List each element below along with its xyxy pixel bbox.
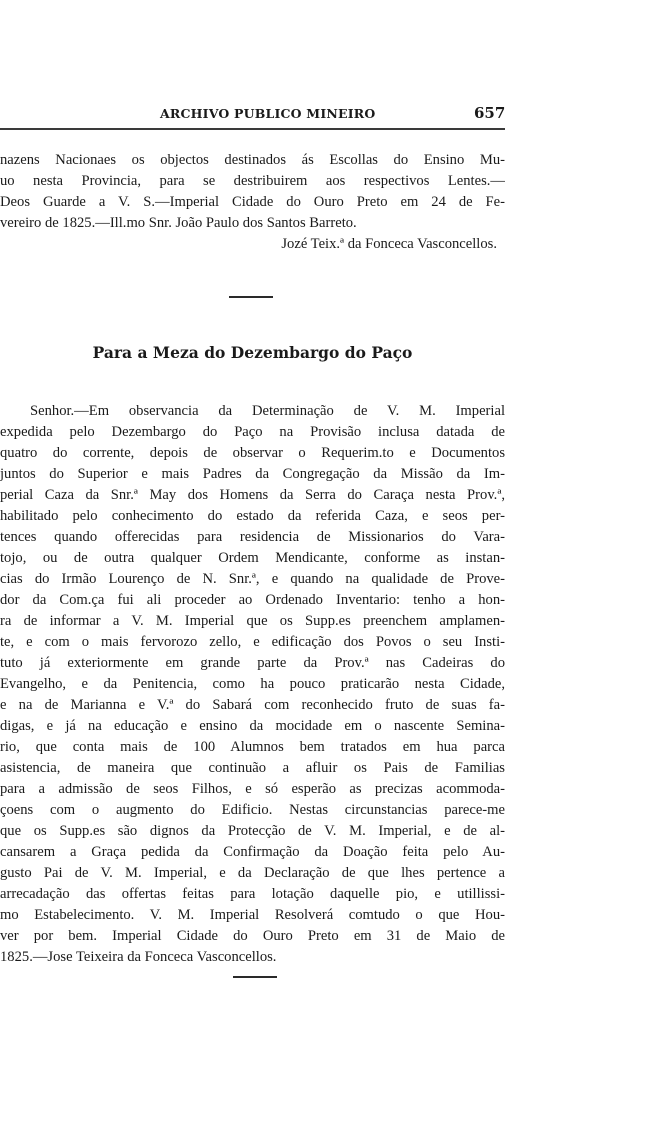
text-line: arrecadação das offertas feitas para lotação daquelle pio, e utillissi- xyxy=(0,886,505,902)
text-line: habilitado pelo conhecimento do estado da referida Caza, e seos per- xyxy=(0,508,505,524)
running-title: ARCHIVO PUBLICO MINEIRO xyxy=(160,106,376,121)
signature: Jozé Teix.ª da Fonceca Vasconcellos. xyxy=(281,236,497,252)
text-line: cansarem a Graça pedida da Confirmação da Doação feita pelo Au- xyxy=(0,844,505,860)
text-line: ra de informar a V. M. Imperial que os Supp.es preenchem amplamen- xyxy=(0,613,505,629)
text-line: perial Caza da Snr.ª May dos Homens da Serra do Caraça nesta Prov.ª, xyxy=(0,487,505,503)
text-line: para a admissão de seos Filhos, e só esperão as precizas acommoda- xyxy=(0,781,505,797)
text-line: tuto já exteriormente em grande parte da Prov.ª nas Cadeiras do xyxy=(0,655,505,671)
text-line: 1825.—Jose Teixeira da Fonceca Vasconcellos. xyxy=(0,949,277,965)
text-line: tences quando offerecidas para residencia de Missionarios do Vara- xyxy=(0,529,505,545)
text-line: asistencia, de maneira que continuão a afluir os Pais de Familias xyxy=(0,760,505,776)
header-rule xyxy=(0,128,505,130)
text-line: Deos Guarde a V. S.—Imperial Cidade do Ouro Preto em 24 de Fe- xyxy=(0,194,505,210)
text-line: e na de Marianna e V.ª do Sabará com reconhecido fruto de suas fa- xyxy=(0,697,505,713)
separator-rule xyxy=(233,976,277,978)
text-line: uo nesta Provincia, para se destribuirem aos respectivos Lentes.— xyxy=(0,173,505,189)
text-line: expedida pelo Dezembargo do Paço na Provisão inclusa datada de xyxy=(0,424,505,440)
text-line: gusto Pai de V. M. Imperial, e da Declaração de que lhes pertence a xyxy=(0,865,505,881)
text-line: rio, que conta mais de 100 Alumnos bem tratados em hua parca xyxy=(0,739,505,755)
text-line: Senhor.—Em observancia da Determinação de V. M. Imperial xyxy=(30,403,505,419)
text-line: dor da Com.ça fui ali proceder ao Ordenado Inventario: tenho a hon- xyxy=(0,592,505,608)
text-line: tojo, ou de outra qualquer Ordem Mendicante, conforme as instan- xyxy=(0,550,505,566)
page-number: 657 xyxy=(474,104,506,122)
first-document-text xyxy=(0,150,505,255)
text-line: çoens com o augmento do Edificio. Nestas circunstancias parece-me xyxy=(0,802,505,818)
text-line: quatro do corrente, depois de observar o Requerim.to e Documentos xyxy=(0,445,505,461)
text-line: digas, e já na educação e ensino da mocidade em o nascente Semina- xyxy=(0,718,505,734)
text-line: nazens Nacionaes os objectos destinados ás Escollas do Ensino Mu- xyxy=(0,152,505,168)
text-line: juntos do Superior e mais Padres da Congregação da Missão da Im- xyxy=(0,466,505,482)
separator-rule xyxy=(229,296,273,298)
text-line: vereiro de 1825.—Ill.mo Snr. João Paulo dos Santos Barreto. xyxy=(0,215,357,231)
section-body-text xyxy=(0,401,505,968)
text-line: Evangelho, e da Penitencia, como ha pouco praticarão nesta Cidade, xyxy=(0,676,505,692)
text-line: ver por bem. Imperial Cidade do Ouro Preto em 31 de Maio de xyxy=(0,928,505,944)
section-heading: Para a Meza do Dezembargo do Paço xyxy=(92,343,413,362)
text-line: te, e com o mais fervorozo zello, e edificação dos Povos o seu Insti- xyxy=(0,634,505,650)
text-line: que os Supp.es são dignos da Protecção de V. M. Imperial, e de al- xyxy=(0,823,505,839)
running-head xyxy=(0,104,665,126)
text-line: mo Estabelecimento. V. M. Imperial Resolverá comtudo o que Hou- xyxy=(0,907,505,923)
text-line: cias do Irmão Lourenço de N. Snr.ª, e quando na qualidade de Prove- xyxy=(0,571,505,587)
